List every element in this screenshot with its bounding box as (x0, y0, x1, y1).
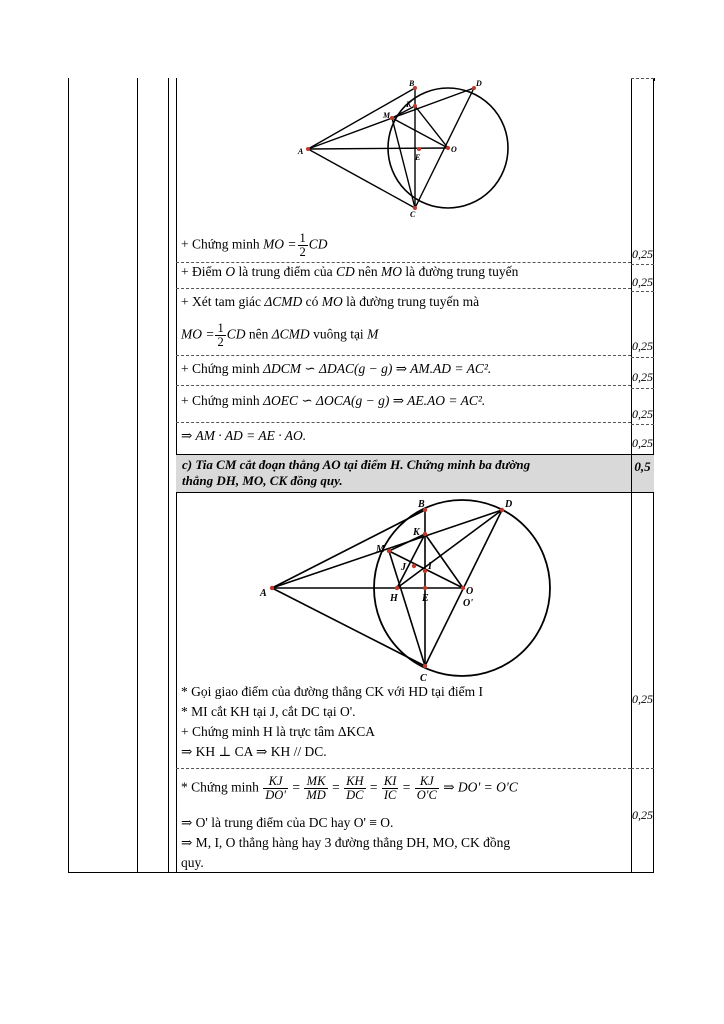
label-b: B (418, 499, 425, 510)
label-k: K (413, 527, 420, 538)
geometry-figure-1 (288, 80, 518, 220)
row-divider (176, 385, 631, 386)
label-k: K (406, 100, 412, 109)
row-divider (631, 291, 654, 292)
score-c2: 0,25 (632, 808, 653, 822)
label-e: E (422, 593, 429, 604)
part-c-line-1: * Gọi giao điểm của đường thẳng CK với HD tại điểm I (181, 684, 484, 699)
row-divider (176, 768, 631, 769)
line-6: + Chứng minh ΔOEC ∽ ΔOCA(g − g) ⇒ AE.AO = AC². (181, 393, 486, 408)
label-d: D (476, 80, 482, 88)
row-divider (631, 768, 654, 769)
part-c-line-6: ⇒ O' là trung điểm của DC hay O' ≡ O. (181, 815, 394, 830)
label-c: C (420, 673, 427, 684)
row-divider (631, 78, 654, 79)
label-m: M (376, 544, 385, 555)
line-5: + Chứng minh ΔDCM ∽ ΔDAC(g − g) ⇒ AM.AD = AC². (181, 361, 492, 376)
fraction-1: $\frac{KJ}{DO'}$ (265, 774, 286, 802)
fraction-2: $\frac{MK}{MD}$ (306, 774, 326, 802)
score-5: 0,25 (632, 407, 653, 421)
score-4: 0,25 (632, 370, 653, 384)
line-1: + Chứng minh MO = $\frac{1}{2}$ CD (181, 231, 328, 259)
fraction-4: $\frac{KI}{IC}$ (383, 774, 397, 802)
row-divider (176, 288, 631, 289)
label-e: E (415, 153, 421, 162)
label-h: H (390, 593, 398, 604)
part-c-line-2: * MI cắt KH tại J, cắt DC tại O'. (181, 704, 356, 719)
fraction-5: $\frac{KJ}{O'C}$ (416, 774, 437, 802)
line-2: + Điểm O là trung điểm của CD nên MO là đường trung tuyến (181, 264, 519, 279)
line-4: MO = $\frac{1}{2}$ CD nên ΔCMD vuông tại M (181, 321, 379, 349)
score-c1: 0,25 (632, 692, 653, 706)
label-d: D (505, 499, 513, 510)
fraction-3: $\frac{KH}{DC}$ (346, 774, 364, 802)
row-divider (631, 264, 654, 265)
row-divider (631, 357, 654, 358)
column-divider (137, 78, 138, 873)
part-c-line-4: ⇒ KH ⊥ CA ⇒ KH // DC. (181, 744, 327, 759)
part-c-line-7: ⇒ M, I, O thẳng hàng hay 3 đường thẳng DH, MO, CK đồng (181, 835, 511, 850)
part-c-line-5: * Chứng minh $\frac{KJ}{DO'}$ = $\frac{MK}{MD}$ = $\frac{KH}{DC}$ = $\frac{KI}{IC}$ = $\frac{KJ}{O'C}$ ⇒ DO' = O'C (181, 774, 518, 802)
part-c-score: 0,5 (634, 459, 651, 474)
geometry-figure-2 (250, 496, 570, 686)
label-c: C (410, 210, 416, 219)
row-divider (176, 355, 631, 356)
score-2: 0,25 (632, 275, 653, 289)
label-b: B (409, 80, 415, 88)
line-7: ⇒ AM · AD = AE · AO. (181, 428, 307, 443)
label-m: M (383, 111, 391, 120)
row-divider (631, 388, 654, 389)
score-6: 0,25 (632, 436, 653, 450)
fraction: $\frac{1}{2}$ (217, 321, 224, 349)
score-3: 0,25 (632, 339, 653, 353)
row-divider (631, 424, 654, 425)
label-a: A (260, 588, 267, 599)
answer-table (68, 78, 654, 873)
row-divider (176, 422, 631, 423)
label-j: J (401, 562, 406, 573)
label-a: A (298, 147, 304, 156)
part-c-title: c) Tia CM cắt đoạn thẳng AO tại điểm H. Chứng minh ba đường thẳng DH, MO, CK đồng quy. (182, 457, 531, 488)
top-dashed (654, 78, 655, 81)
label-o: O (466, 586, 474, 597)
label-i: I (428, 561, 432, 572)
part-c-header (176, 454, 654, 493)
part-c-line-8: quy. (181, 855, 204, 870)
label-o-prime: O' (463, 598, 473, 609)
part-c-line-3: + Chứng minh H là trực tâm ΔKCA (181, 724, 376, 739)
column-divider (168, 78, 169, 873)
line-3: + Xét tam giác ΔCMD có MO là đường trung tuyến mà (181, 294, 480, 309)
label-o: O (451, 145, 457, 154)
score-1: 0,25 (632, 247, 653, 261)
row-divider (176, 262, 631, 263)
fraction: $\frac{1}{2}$ (299, 231, 306, 259)
